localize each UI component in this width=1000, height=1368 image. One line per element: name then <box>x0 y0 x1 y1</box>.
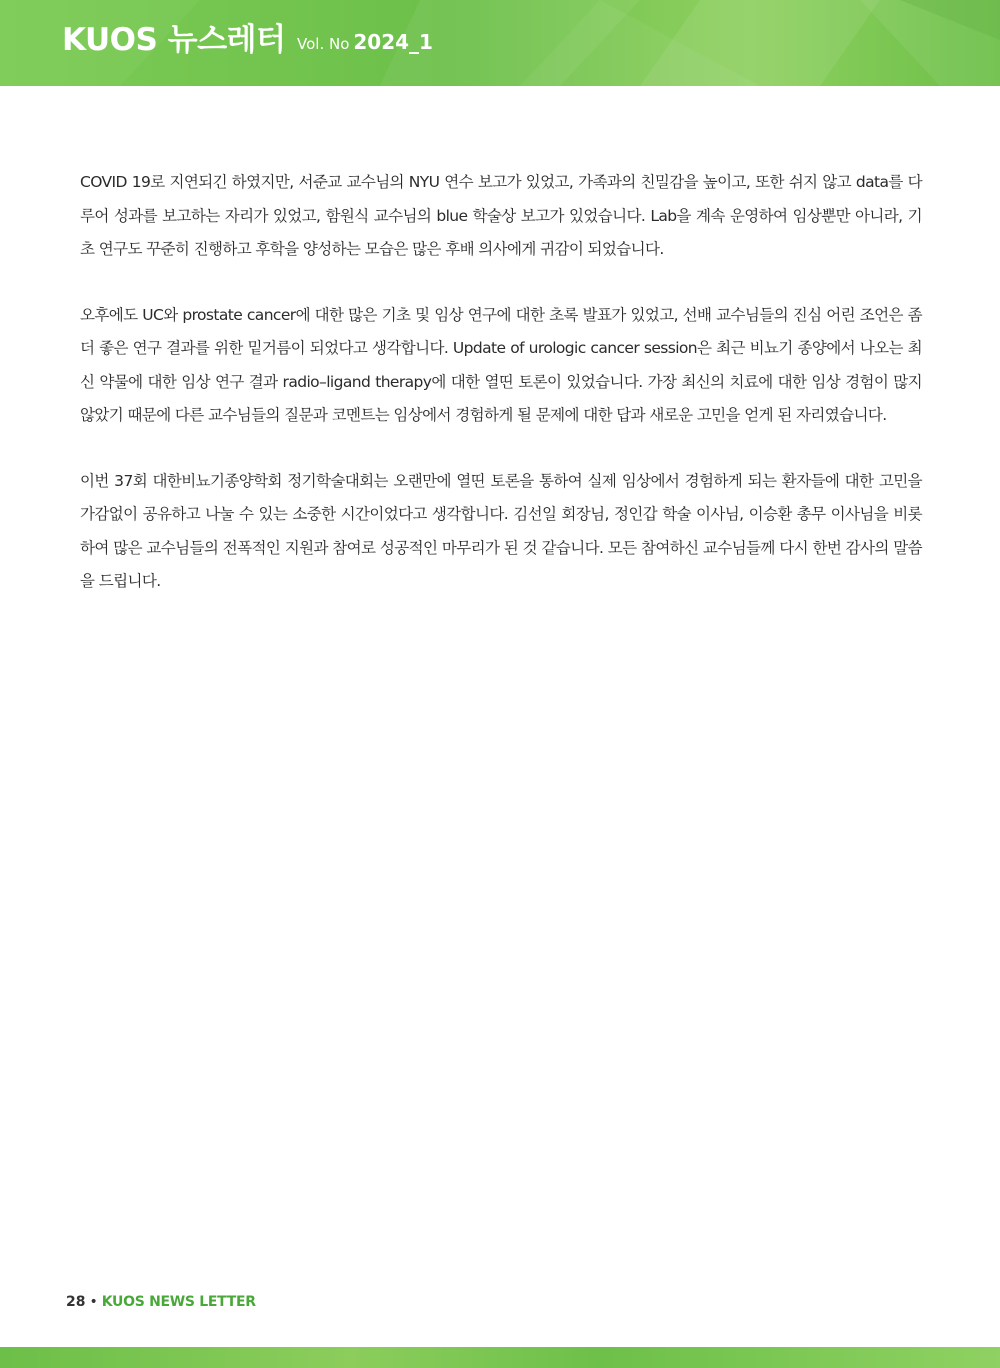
article-paragraph-2: 오후에도 UC와 prostate cancer에 대한 많은 기초 및 임상 연구에 대한 초록 발표가 있었고, 선배 교수님들의 진심 어린 조언은 좀 더 좋은 연구 결과를 위한 밑거름이 되었다고 생각합니다. Update of urologic cancer session은 최근 비뇨기 종양에서 나오는 최신 약물에 대한 임상 연구 결과 radio–ligand therapy에 대한 열띤 토론이 있었습니다. 가장 최신의 치료에 대한 임상 경험이 많지 않았기 때문에 다른 교수님들의 질문과 코멘트는 임상에서 경험하게 될 문제에 대한 답과 새로운 고민을 얻게 된 자리였습니다. <box>80 305 922 424</box>
article-body <box>80 166 922 631</box>
volume-info <box>297 30 433 54</box>
volume-number: 2024_1 <box>353 30 433 54</box>
header-banner <box>0 0 1000 86</box>
article-paragraph-1: COVID 19로 지연되긴 하였지만, 서준교 교수님의 NYU 연수 보고가 있었고, 가족과의 친밀감을 높이고, 또한 쉬지 않고 data를 다루어 성과를 보고하는 자리가 있었고, 함원식 교수님의 blue 학술상 보고가 있었습니다. Lab을 계속 운영하여 임상뿐만 아니라, 기초 연구도 꾸준히 진행하고 후학을 양성하는 모습은 많은 후배 의사에게 귀감이 되었습니다. <box>80 173 922 258</box>
footer-bullet: • <box>89 1294 98 1310</box>
page-number: 28 <box>66 1294 86 1310</box>
footer-newsletter-name: KUOS NEWS LETTER <box>101 1294 256 1310</box>
article-paragraph-3: 이번 37회 대한비뇨기종양학회 정기학술대회는 오랜만에 열띤 토론을 통하여 실제 임상에서 경험하게 되는 환자들에 대한 고민을 가감없이 공유하고 나눌 수 있는 소중한 시간이었다고 생각합니다. 김선일 회장님, 정인갑 학술 이사님, 이승환 총무 이사님을 비롯하여 많은 교수님들의 전폭적인 지원과 참여로 성공적인 마무리가 된 것 같습니다. 모든 참여하신 교수님들께 다시 한번 감사의 말씀을 드립니다. <box>80 471 922 590</box>
newsletter-title: KUOS 뉴스레터 <box>62 22 286 58</box>
page-footer <box>66 1294 256 1310</box>
volume-label: Vol. No <box>297 35 350 53</box>
footer-band <box>0 1347 1000 1368</box>
